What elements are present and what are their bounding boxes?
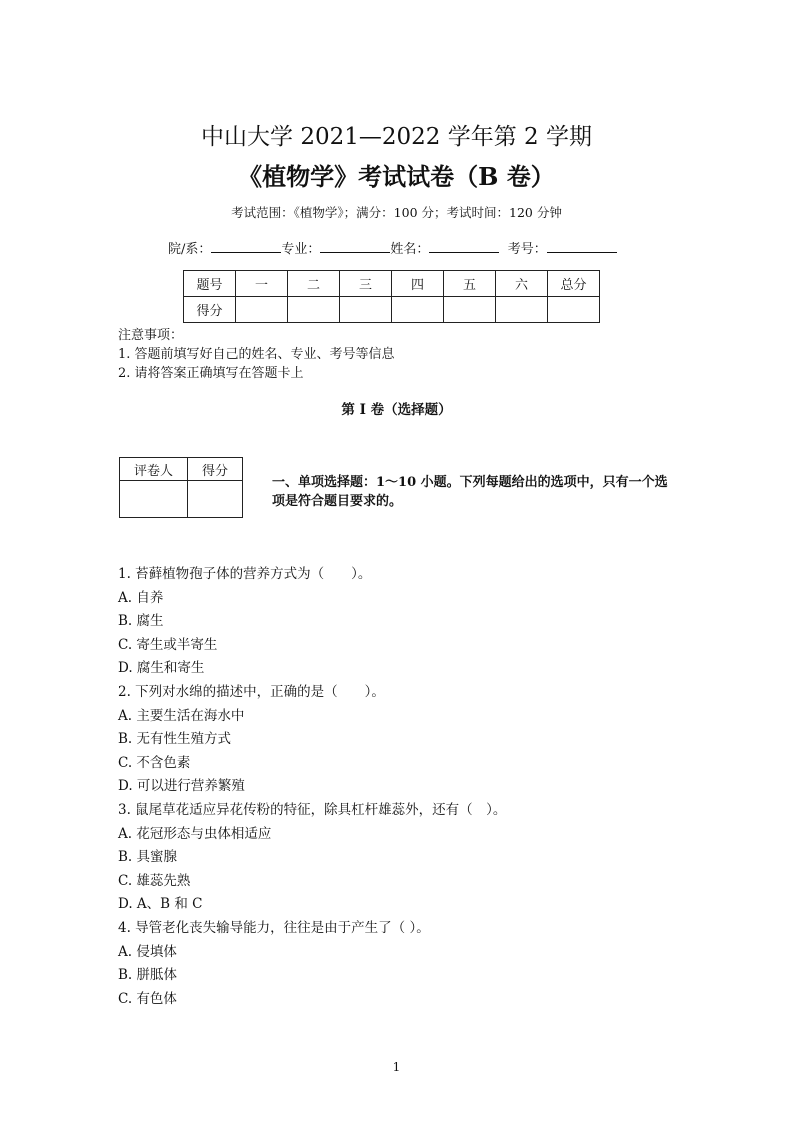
- question-option[interactable]: D. 腐生和寄生: [118, 660, 205, 677]
- score-header-cell: 总分: [548, 271, 600, 297]
- score-cell[interactable]: [496, 297, 548, 323]
- question-list: [118, 563, 506, 1011]
- dept-blank[interactable]: [211, 238, 281, 253]
- question-option[interactable]: C. 有色体: [118, 990, 177, 1007]
- score-table-score-row: [184, 297, 600, 323]
- part-title: 第 I 卷（选择题）: [341, 402, 452, 418]
- question-stem: 2. 下列对水绵的描述中，正确的是（ ）。: [118, 683, 385, 700]
- score-header-cell: 二: [288, 271, 340, 297]
- question-option[interactable]: B. 具蜜腺: [118, 849, 178, 866]
- score-cell[interactable]: [340, 297, 392, 323]
- score-cell[interactable]: [236, 297, 288, 323]
- name-label: 姓名：: [390, 242, 430, 257]
- score-header-cell: 一: [236, 271, 288, 297]
- score-header-cell: 六: [496, 271, 548, 297]
- question-option[interactable]: D. A、B 和 C: [118, 896, 203, 913]
- question-stem: 1. 苔藓植物孢子体的营养方式为（ ）。: [118, 566, 372, 582]
- question-option[interactable]: C. 雄蕊先熟: [118, 872, 191, 889]
- score-row-label: 得分: [184, 297, 236, 323]
- exam-id-blank[interactable]: [547, 238, 617, 253]
- dept-label: 院/系：: [168, 242, 212, 257]
- section-intro: 一、单项选择题：1～10 小题。下列每题给出的选项中，只有一个选项是符合题目要求的。: [272, 475, 668, 509]
- score-header-cell: 题号: [184, 271, 236, 297]
- score-header-cell: 五: [444, 271, 496, 297]
- question-option[interactable]: A. 侵填体: [118, 943, 177, 960]
- note-item: 1. 答题前填写好自己的姓名、专业、考号等信息: [118, 347, 395, 362]
- question-option[interactable]: B. 无有性生殖方式: [118, 731, 232, 748]
- notes-block: [118, 326, 395, 383]
- grader-table: [119, 457, 243, 518]
- score-cell[interactable]: [444, 297, 496, 323]
- score-header-cell: 三: [340, 271, 392, 297]
- grader-score-cell[interactable]: [188, 481, 243, 518]
- question-stem: 3. 鼠尾草花适应异花传粉的特征，除具杠杆雄蕊外，还有（ ）。: [118, 801, 507, 818]
- exam-title-line2: 《植物学》考试试卷（B 卷）: [238, 162, 555, 191]
- score-table-header-row: [184, 271, 600, 297]
- exam-id-label: 考号：: [507, 242, 547, 257]
- grader-header: 评卷人: [120, 458, 188, 481]
- exam-scope: 考试范围：《植物学》；满分：100 分；考试时间：120 分钟: [231, 205, 562, 220]
- question-option[interactable]: A. 主要生活在海水中: [118, 707, 245, 724]
- student-info-fields: [168, 238, 617, 257]
- major-blank[interactable]: [320, 238, 390, 253]
- score-table: [183, 270, 600, 323]
- question-option[interactable]: C. 寄生或半寄生: [118, 636, 218, 653]
- notes-heading: 注意事项：: [118, 328, 184, 343]
- question-option[interactable]: D. 可以进行营养繁殖: [118, 778, 245, 795]
- exam-title-line1: 中山大学 2021—2022 学年第 2 学期: [201, 124, 592, 150]
- question-option[interactable]: A. 自养: [118, 589, 164, 606]
- score-cell[interactable]: [392, 297, 444, 323]
- score-cell[interactable]: [288, 297, 340, 323]
- page-number: 1: [392, 1060, 401, 1074]
- question-option[interactable]: B. 胼胝体: [118, 967, 178, 984]
- major-label: 专业：: [281, 242, 321, 257]
- score-header-cell: 四: [392, 271, 444, 297]
- score-cell[interactable]: [548, 297, 600, 323]
- grader-score-header: 得分: [188, 458, 243, 481]
- question-option[interactable]: B. 腐生: [118, 613, 164, 630]
- note-item: 2. 请将答案正确填写在答题卡上: [118, 366, 304, 381]
- grader-cell[interactable]: [120, 481, 188, 518]
- question-stem: 4. 导管老化丧失输导能力，往往是由于产生了（ ）。: [118, 919, 430, 936]
- question-option[interactable]: A. 花冠形态与虫体相适应: [118, 825, 272, 842]
- name-blank[interactable]: [429, 238, 499, 253]
- question-option[interactable]: C. 不含色素: [118, 754, 191, 771]
